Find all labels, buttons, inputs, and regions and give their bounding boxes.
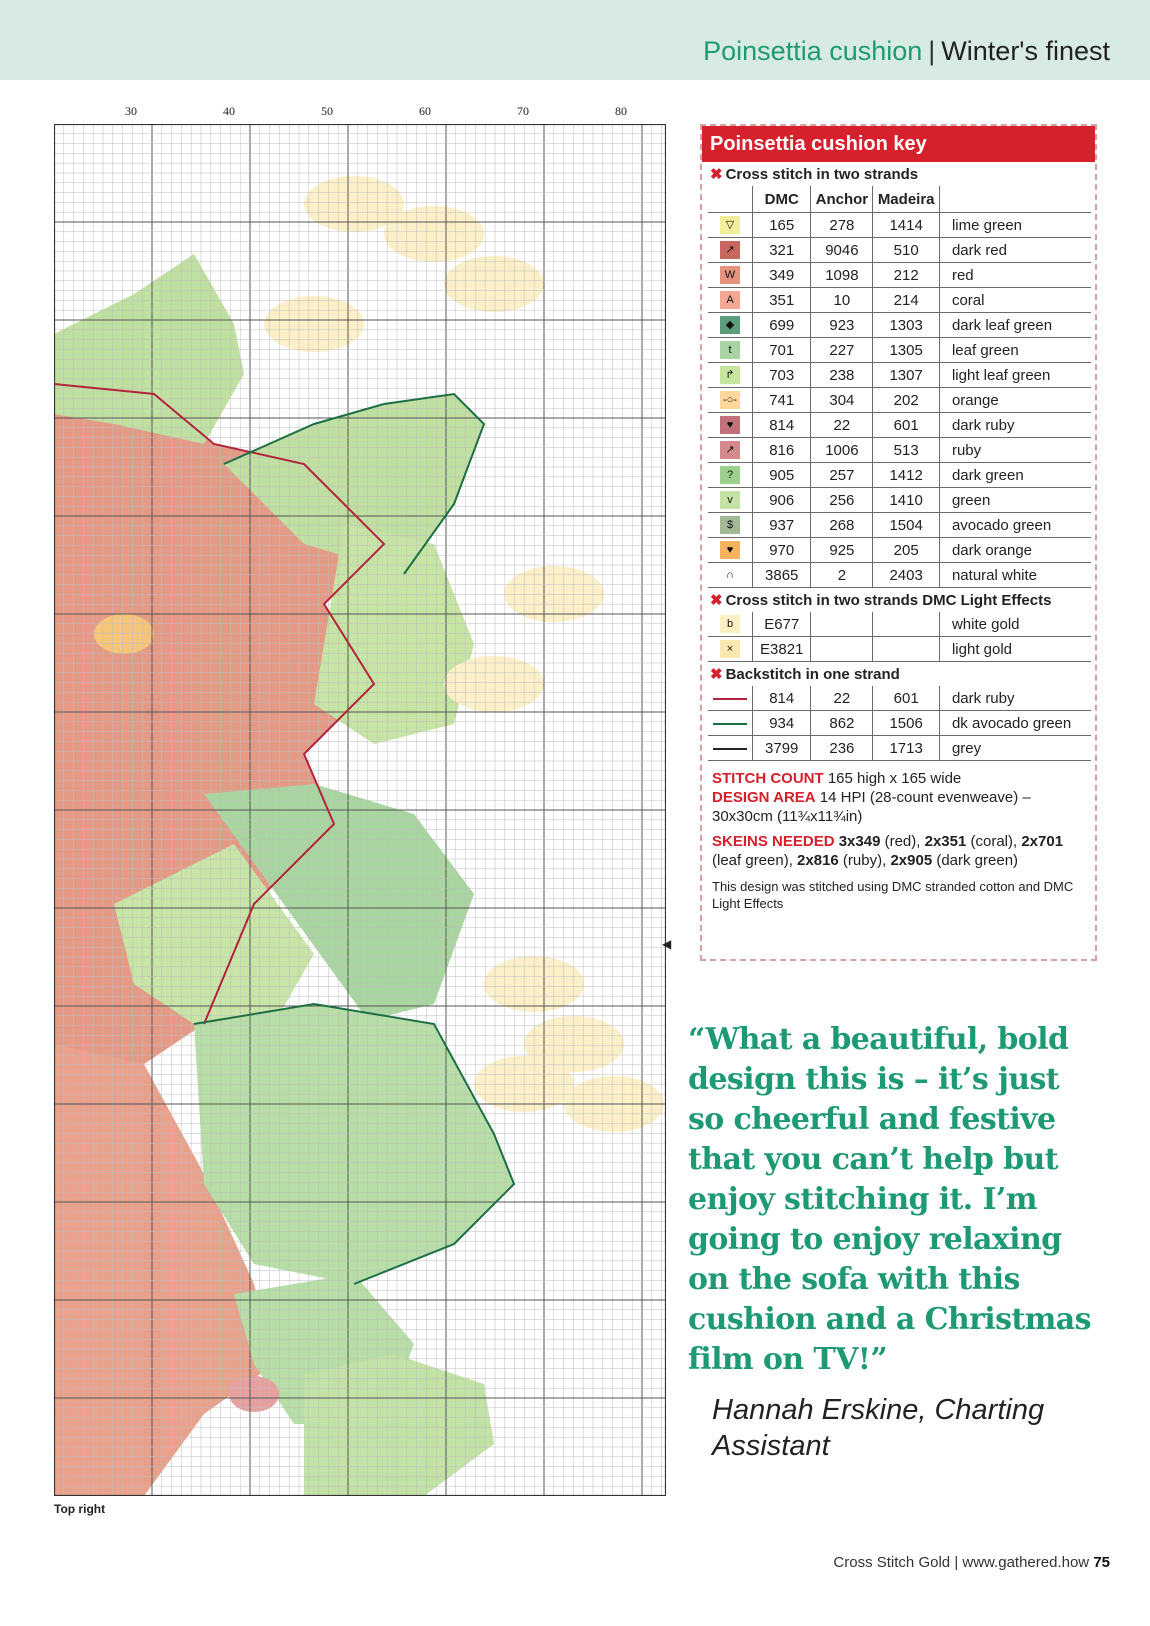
berries xyxy=(229,1376,279,1412)
skein-description: (coral), xyxy=(966,833,1022,850)
madeira-number: 1410 xyxy=(873,488,940,513)
key-symbol xyxy=(708,513,753,538)
key-row xyxy=(708,488,1091,513)
section-subtitle: Winter's finest xyxy=(941,36,1110,66)
backstitch-line-icon xyxy=(708,736,753,761)
anchor-number: 1098 xyxy=(811,263,873,288)
axis-number: 40 xyxy=(223,104,235,118)
anchor-number: 238 xyxy=(811,363,873,388)
key-symbol xyxy=(708,388,753,413)
skein-description: (red), xyxy=(880,833,925,850)
pull-quote: “What a beautiful, bold design this is – it’s just so cheerful and festive that you can’t help but enjoy stitching it. I’m going to enjoy relaxing on the sofa with this cushion and a Christmas film on TV!” xyxy=(688,1022,1091,1377)
key-section-cross-stitch: ✖ Cross stitch in two strands xyxy=(710,166,919,183)
thread-name: natural white xyxy=(939,563,1091,588)
skein-quantity: 2x701 xyxy=(1021,833,1064,850)
key-table xyxy=(708,162,1091,761)
thread-name: lime green xyxy=(939,213,1091,238)
key-row xyxy=(708,413,1091,438)
chart-corner-label: Top right xyxy=(54,1502,106,1516)
anchor-number: 304 xyxy=(811,388,873,413)
key-symbol xyxy=(708,463,753,488)
stitch-count: STITCH COUNT 165 high x 165 wide xyxy=(712,770,962,787)
magazine-name: Cross Stitch Gold xyxy=(833,1554,951,1571)
gold-spray xyxy=(444,256,544,312)
dmc-number: 165 xyxy=(753,213,811,238)
quote-author: Hannah Erskine, Charting Assistant xyxy=(712,1394,1045,1462)
thread-name: white gold xyxy=(939,612,1091,637)
magazine-url: www.gathered.how xyxy=(962,1554,1090,1571)
header-divider: | xyxy=(928,36,936,66)
key-row xyxy=(708,463,1091,488)
page-footer xyxy=(833,1554,1110,1571)
key-symbol xyxy=(708,637,753,662)
anchor-number: 923 xyxy=(811,313,873,338)
skein-quantity: 2x351 xyxy=(924,833,967,850)
madeira-number: 1305 xyxy=(873,338,940,363)
anchor-number: 257 xyxy=(811,463,873,488)
thread-swatch-icon: ? xyxy=(720,466,740,484)
page-number: 75 xyxy=(1093,1554,1110,1571)
key-row xyxy=(708,338,1091,363)
cross-stitch-chart xyxy=(54,124,666,1496)
thread-name: dark red xyxy=(939,238,1091,263)
anchor-number: 862 xyxy=(811,711,873,736)
thread-swatch-icon: ♥ xyxy=(720,416,740,434)
thread-swatch-icon: v xyxy=(720,491,740,509)
key-section-light-effects: ✖ Cross stitch in two strands DMC Light Effects xyxy=(710,592,1052,609)
madeira-number xyxy=(873,612,940,637)
page-header xyxy=(703,36,1110,67)
dmc-number: 3865 xyxy=(753,563,811,588)
backstitch-line-icon xyxy=(708,686,753,711)
key-symbol xyxy=(708,438,753,463)
design-area: DESIGN AREA 14 HPI (28-count evenweave) – 30x30cm (11¾x11¾in) xyxy=(712,789,1031,825)
thread-name: orange xyxy=(939,388,1091,413)
anchor-number xyxy=(811,612,873,637)
key-row xyxy=(708,736,1091,761)
thread-name: dark leaf green xyxy=(939,313,1091,338)
chart-key xyxy=(700,124,1097,961)
dmc-number: 906 xyxy=(753,488,811,513)
anchor-number: 1006 xyxy=(811,438,873,463)
thread-name: dk avocado green xyxy=(939,711,1091,736)
stitching-note: This design was stitched using DMC stranded cotton and DMC Light Effects xyxy=(712,879,1074,911)
axis-number: 30 xyxy=(125,104,137,118)
key-row xyxy=(708,288,1091,313)
key-column-header: Anchor xyxy=(811,186,873,213)
thread-swatch-icon: t xyxy=(720,341,740,359)
madeira-number: 1414 xyxy=(873,213,940,238)
skeins-needed: SKEINS NEEDED 3x349 (red), 2x351 (coral), 2x701 (leaf green), 2x816 (ruby), 2x905 (dark green) xyxy=(712,833,1064,869)
backstitch-line-icon xyxy=(708,711,753,736)
key-symbol xyxy=(708,413,753,438)
thread-name: light leaf green xyxy=(939,363,1091,388)
dmc-number: 905 xyxy=(753,463,811,488)
anchor-number: 2 xyxy=(811,563,873,588)
key-row xyxy=(708,563,1091,588)
thread-name: dark ruby xyxy=(939,413,1091,438)
thread-name: green xyxy=(939,488,1091,513)
leaf xyxy=(54,254,244,444)
key-row xyxy=(708,363,1091,388)
key-row xyxy=(708,263,1091,288)
madeira-number: 1506 xyxy=(873,711,940,736)
dmc-number: E677 xyxy=(753,612,811,637)
madeira-number: 1307 xyxy=(873,363,940,388)
thread-name: dark green xyxy=(939,463,1091,488)
anchor-number: 227 xyxy=(811,338,873,363)
thread-swatch-icon: ∩ xyxy=(720,566,740,584)
thread-swatch-icon: $ xyxy=(720,516,740,534)
skein-description: (dark green) xyxy=(932,852,1019,869)
key-symbol xyxy=(708,338,753,363)
thread-name: grey xyxy=(939,736,1091,761)
key-symbol xyxy=(708,363,753,388)
dmc-number: 349 xyxy=(753,263,811,288)
anchor-number: 10 xyxy=(811,288,873,313)
key-title: Poinsettia cushion key xyxy=(702,126,1095,162)
thread-swatch-icon: ♥ xyxy=(720,541,740,559)
anchor-number: 236 xyxy=(811,736,873,761)
madeira-number: 202 xyxy=(873,388,940,413)
axis-number: 80 xyxy=(615,104,627,118)
key-symbol xyxy=(708,238,753,263)
thread-name: red xyxy=(939,263,1091,288)
thread-name: leaf green xyxy=(939,338,1091,363)
dmc-number: 741 xyxy=(753,388,811,413)
thread-name: light gold xyxy=(939,637,1091,662)
madeira-number: 2403 xyxy=(873,563,940,588)
dmc-number: 934 xyxy=(753,711,811,736)
axis-number: 70 xyxy=(517,104,529,118)
skein-description: (leaf green), xyxy=(712,852,798,869)
gold-spray xyxy=(264,296,364,352)
dmc-number: 814 xyxy=(753,686,811,711)
key-symbol xyxy=(708,213,753,238)
key-row xyxy=(708,438,1091,463)
anchor-number: 268 xyxy=(811,513,873,538)
key-row xyxy=(708,388,1091,413)
cross-icon: ✖ xyxy=(710,166,723,183)
dmc-number: 321 xyxy=(753,238,811,263)
dmc-number: 703 xyxy=(753,363,811,388)
madeira-number: 1504 xyxy=(873,513,940,538)
dmc-number: 970 xyxy=(753,538,811,563)
madeira-number: 1303 xyxy=(873,313,940,338)
key-column-header: DMC xyxy=(753,186,811,213)
dmc-number: E3821 xyxy=(753,637,811,662)
madeira-number: 510 xyxy=(873,238,940,263)
thread-name: avocado green xyxy=(939,513,1091,538)
thread-name: dark orange xyxy=(939,538,1091,563)
key-row xyxy=(708,313,1091,338)
thread-swatch-icon: ◆ xyxy=(720,316,740,334)
anchor-number: 256 xyxy=(811,488,873,513)
gold-spray xyxy=(384,206,484,262)
key-row xyxy=(708,213,1091,238)
anchor-number xyxy=(811,637,873,662)
madeira-number: 1412 xyxy=(873,463,940,488)
gold-spray xyxy=(444,656,544,712)
dmc-number: 937 xyxy=(753,513,811,538)
key-row xyxy=(708,612,1091,637)
thread-swatch-icon: ▽ xyxy=(720,216,740,234)
madeira-number: 212 xyxy=(873,263,940,288)
thread-swatch-icon: A xyxy=(720,291,740,309)
thread-swatch-icon: b xyxy=(720,615,740,633)
dmc-number: 701 xyxy=(753,338,811,363)
key-symbol xyxy=(708,263,753,288)
anchor-number: 278 xyxy=(811,213,873,238)
key-row xyxy=(708,711,1091,736)
key-symbol xyxy=(708,488,753,513)
key-row xyxy=(708,538,1091,563)
key-symbol xyxy=(708,288,753,313)
dmc-number: 814 xyxy=(753,413,811,438)
madeira-number: 214 xyxy=(873,288,940,313)
skein-description: (ruby), xyxy=(838,852,891,869)
key-notes xyxy=(712,769,1085,912)
madeira-number: 601 xyxy=(873,686,940,711)
dmc-number: 816 xyxy=(753,438,811,463)
thread-swatch-icon: ↗ xyxy=(720,441,740,459)
madeira-number: 601 xyxy=(873,413,940,438)
cross-icon: ✖ xyxy=(710,666,723,683)
leaf xyxy=(194,1004,514,1284)
footer-divider: | xyxy=(954,1554,959,1571)
thread-swatch-icon: × xyxy=(720,640,740,658)
thread-swatch-icon: ↗ xyxy=(720,241,740,259)
dmc-number: 699 xyxy=(753,313,811,338)
centre-arrow-icon: ◀ xyxy=(662,937,672,951)
anchor-number: 9046 xyxy=(811,238,873,263)
section-title: Poinsettia cushion xyxy=(703,36,923,66)
anchor-number: 925 xyxy=(811,538,873,563)
key-symbol xyxy=(708,538,753,563)
axis-number: 50 xyxy=(321,104,333,118)
dmc-number: 3799 xyxy=(753,736,811,761)
key-row xyxy=(708,513,1091,538)
key-column-header: Madeira xyxy=(873,186,940,213)
stitch-grid xyxy=(54,124,666,1496)
key-symbol xyxy=(708,313,753,338)
chart-axis-numbers xyxy=(0,104,700,120)
anchor-number: 22 xyxy=(811,413,873,438)
key-symbol xyxy=(708,563,753,588)
thread-swatch-icon: W xyxy=(720,266,740,284)
cross-icon: ✖ xyxy=(710,592,723,609)
thread-name: dark ruby xyxy=(939,686,1091,711)
thread-swatch-icon: -○- xyxy=(720,391,740,409)
skein-quantity: 2x816 xyxy=(797,852,839,869)
dmc-number: 351 xyxy=(753,288,811,313)
madeira-number: 1713 xyxy=(873,736,940,761)
thread-swatch-icon: ↱ xyxy=(720,366,740,384)
key-section-backstitch: ✖ Backstitch in one strand xyxy=(710,666,900,683)
anchor-number: 22 xyxy=(811,686,873,711)
madeira-number: 513 xyxy=(873,438,940,463)
madeira-number xyxy=(873,637,940,662)
axis-number: 60 xyxy=(419,104,431,118)
key-row xyxy=(708,637,1091,662)
key-row xyxy=(708,238,1091,263)
skein-quantity: 3x349 xyxy=(838,833,881,850)
thread-name: ruby xyxy=(939,438,1091,463)
skein-quantity: 2x905 xyxy=(890,852,933,869)
key-row xyxy=(708,686,1091,711)
thread-name: coral xyxy=(939,288,1091,313)
madeira-number: 205 xyxy=(873,538,940,563)
key-symbol xyxy=(708,612,753,637)
